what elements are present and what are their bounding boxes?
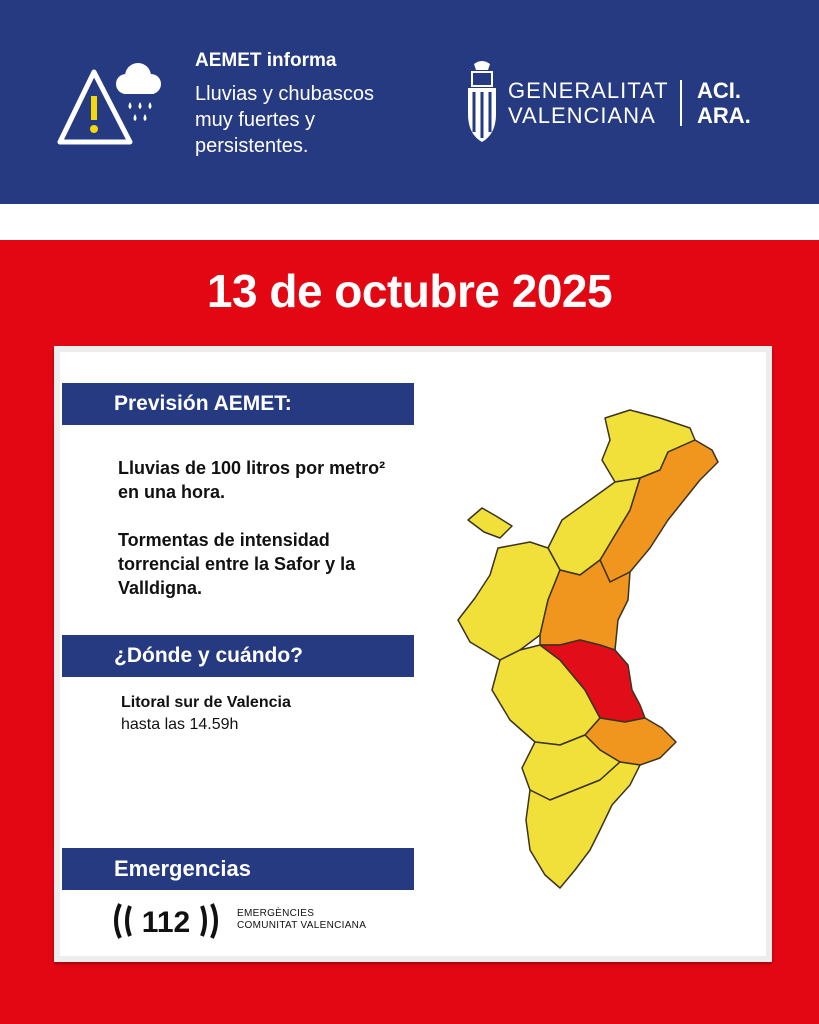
warning-description: Lluvias y chubascos muy fuertes y persistentes. — [195, 83, 374, 157]
date-heading — [0, 264, 819, 318]
emergency-number: 112 — [141, 906, 191, 939]
date-rest: de octubre 2025 — [257, 265, 613, 317]
forecast-heading: Previsión AEMET: — [62, 383, 414, 425]
where-heading: ¿Dónde y cuándo? — [62, 635, 414, 677]
generalitat-name: GENERALITAT VALENCIANA — [508, 78, 669, 128]
header-gap — [0, 204, 819, 240]
aemet-title: AEMET informa — [195, 50, 337, 71]
emergency-heading: Emergencias — [62, 848, 414, 890]
region-map — [450, 395, 730, 895]
logo-separator — [680, 80, 682, 126]
location-text: Litoral sur de Valencia — [121, 694, 291, 711]
map-zone-ademuz — [468, 508, 512, 538]
warning-rain-icon — [56, 58, 168, 150]
date-day: 13 — [206, 265, 258, 317]
emergency-label: EMERGÈNCIES COMUNITAT VALENCIANA — [237, 908, 367, 931]
emergency-112-icon — [110, 900, 230, 942]
generalitat-shield-icon — [462, 58, 502, 144]
rain-line-2: en una hora. — [118, 482, 226, 502]
forecast-text: Lluvias de 100 litros por metro² en una hora. Tormentas de intensidad torrencial entre la Safor y la Valldigna. — [118, 458, 386, 598]
rain-line-1: Lluvias de 100 litros por metro² — [118, 458, 386, 478]
aci-ara-logo: ACI. ARA. — [697, 78, 751, 128]
until-text: hasta las 14.59h — [121, 716, 239, 733]
